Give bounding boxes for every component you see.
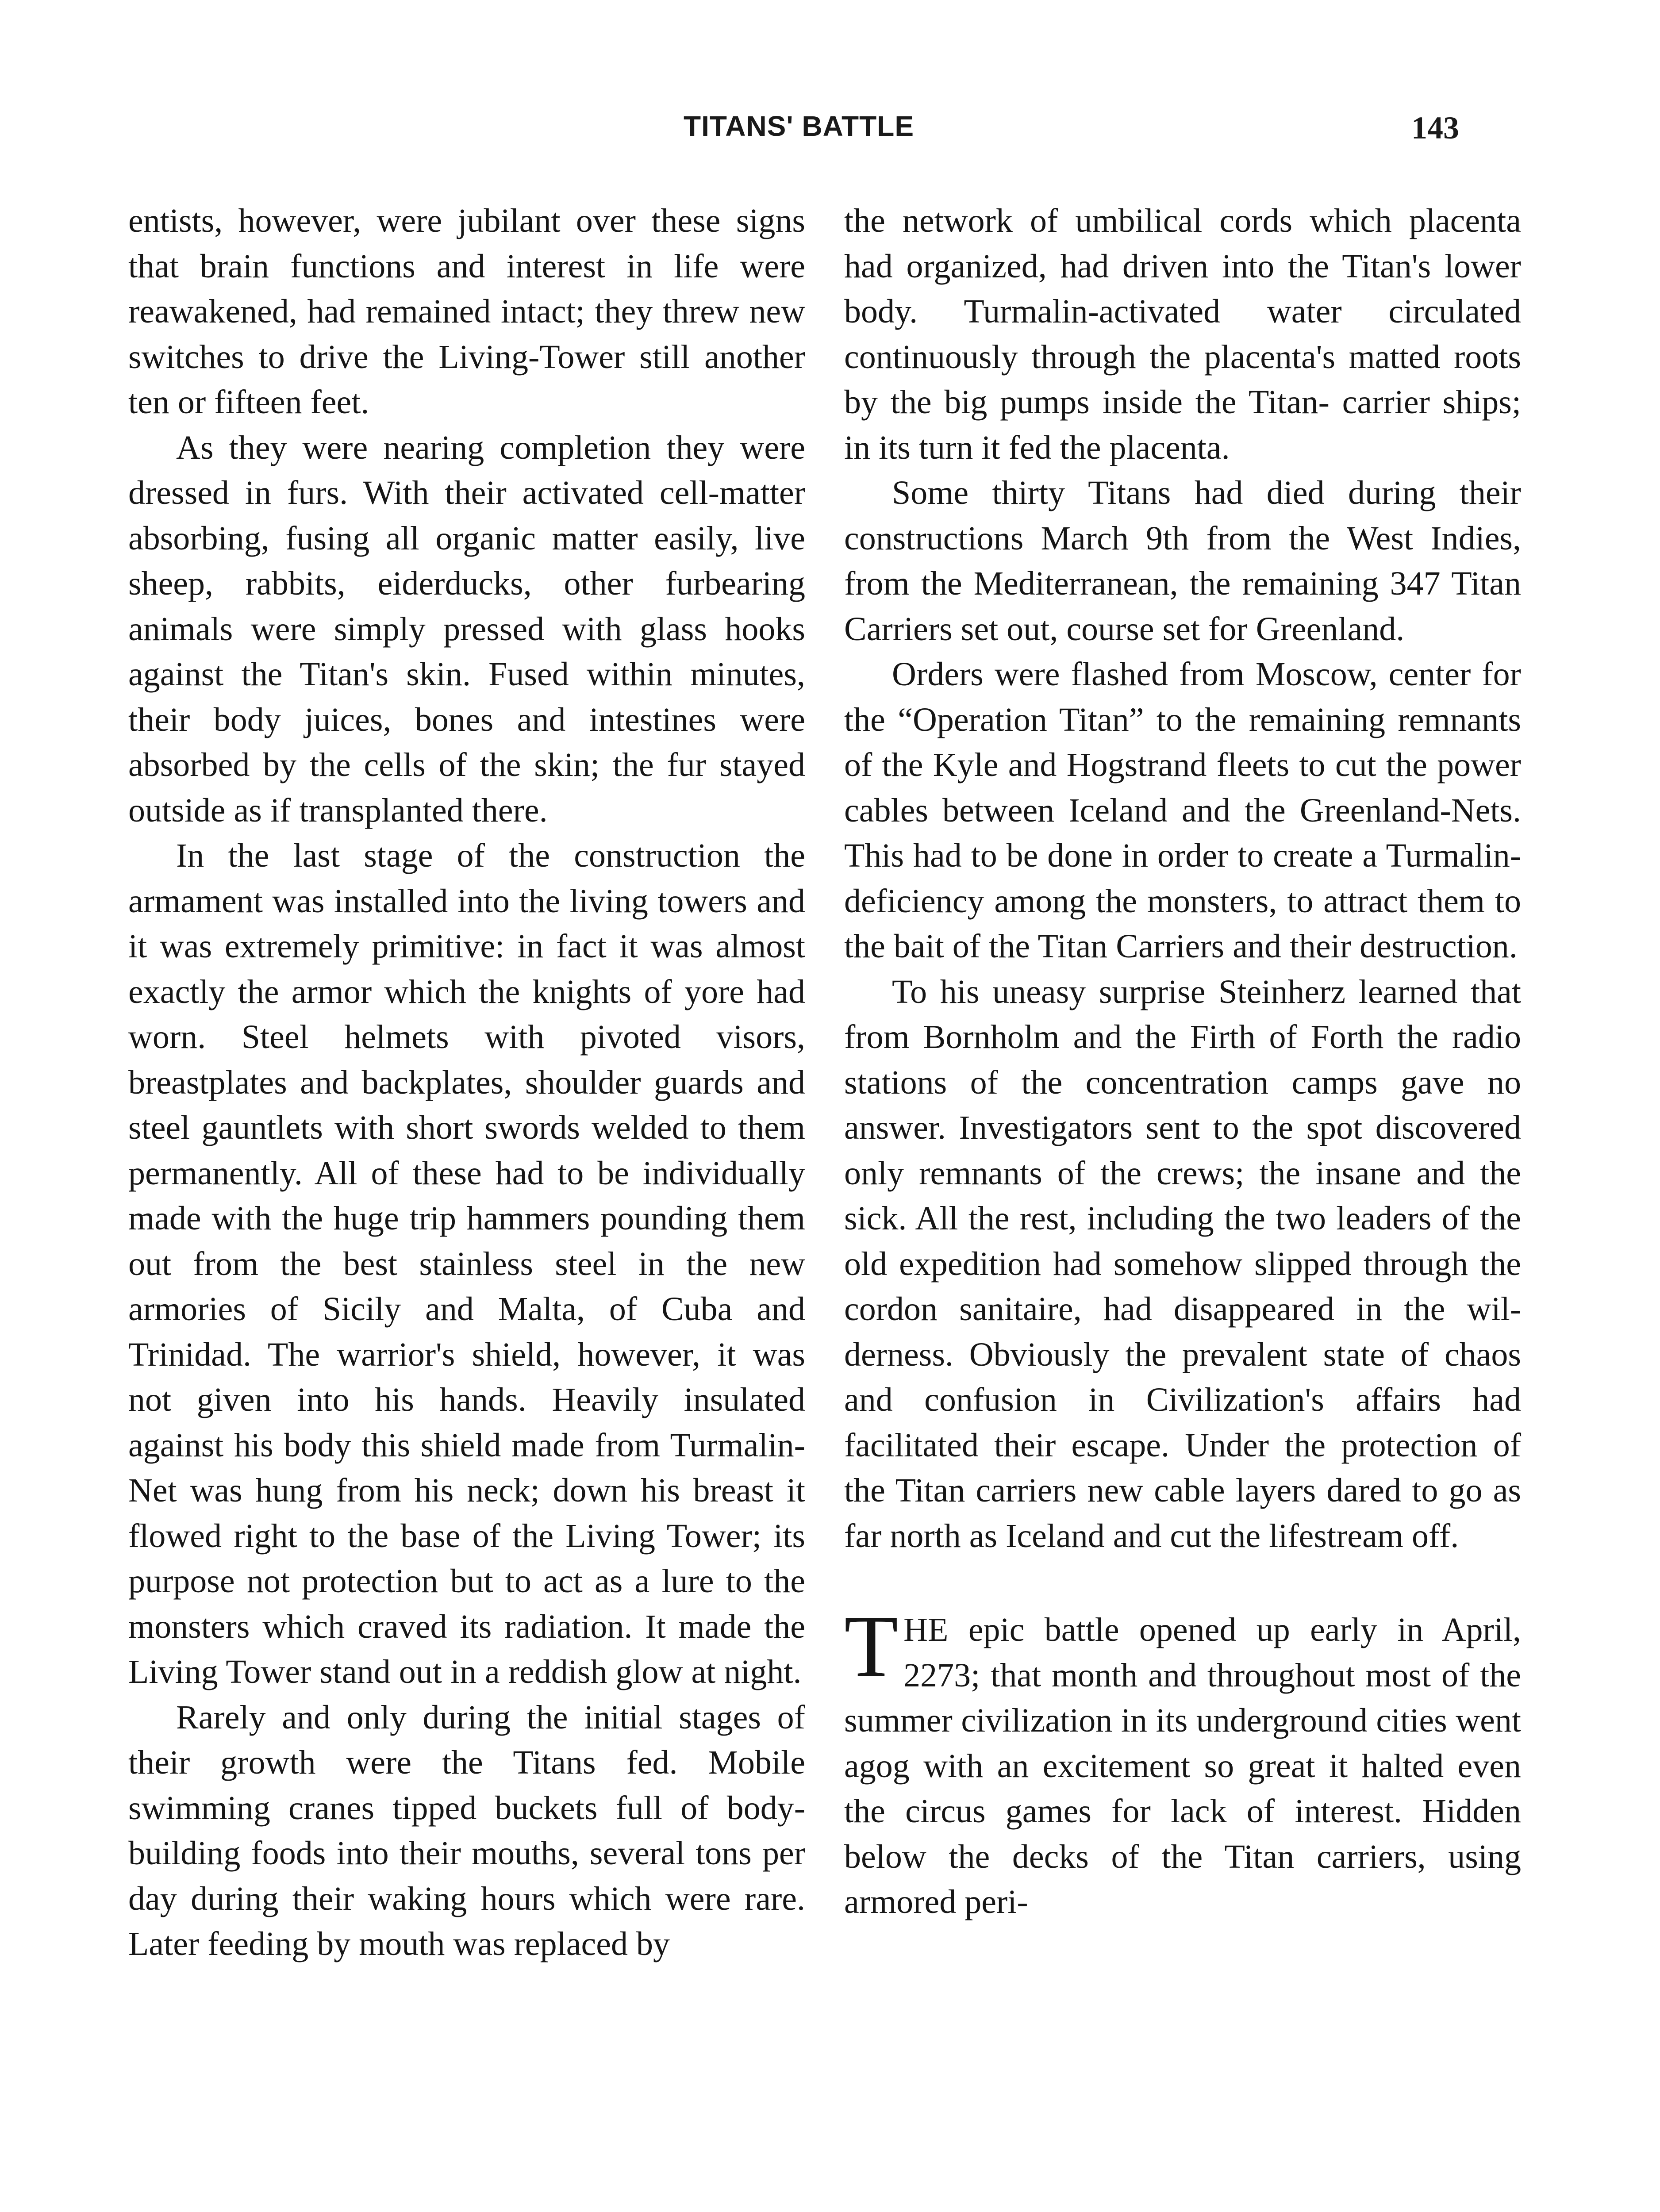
paragraph: the network of umbilical cords which placenta had organized, had driven into the Titan's lower body. Turmalin-activated water circulated continuously through the placenta's matted roots by the big pumps inside the Titan- carrier ships; in its turn it fed the placenta.	[844, 202, 1521, 466]
paragraph: As they were nearing completion they were dressed in furs. With their activated cell-matter absorbing, fusing all organic matter easily, live sheep, rabbits, eiderducks, other furbearing animals were simply pressed with glass hooks against the Titan's skin. Fused within minutes, their body juices, bones and intestines were absorbed by the cells of the skin; the fur stayed outside as if transplanted there.	[128, 429, 805, 829]
section-opening-text: HE epic battle opened up early in April, 2273; that month and throughout most of the summer civilization in its underground cities went agog with an excitement so great it halted even the circus games for lack of interest. Hidden below the decks of the Titan carriers, using armored peri-	[844, 1611, 1521, 1920]
page-header	[0, 110, 1660, 158]
paragraph: Some thirty Titans had died during their constructions March 9th from the West Indies, from the Mediterranean, the remaining 347 Titan Carriers set out, course set for Greenland.	[844, 474, 1521, 648]
running-title: TITANS' BATTLE	[684, 110, 914, 142]
left-column	[128, 198, 805, 1967]
paragraph: Rarely and only during the initial stages of their growth were the Titans fed. Mobile swimming cranes tipped buckets full of body-building foods into their mouths, several tons per day during their waking hours which were rare. Later feeding by mouth was replaced by	[128, 1698, 805, 1962]
paragraph: Orders were flashed from Moscow, center for the “Operation Titan” to the remaining remnants of the Kyle and Hogstrand fleets to cut the power cables between Iceland and the Greenland-Nets. This had to be done in order to create a Turmalin-deficiency among the monsters, to attract them to the bait of the Titan Carriers and their destruction.	[844, 656, 1521, 965]
paragraph: entists, however, were jubilant over these signs that brain functions and interest in life were reawakened, had remained intact; they threw new switches to drive the Living-Tower still another ten or fifteen feet.	[128, 202, 805, 421]
paragraph: In the last stage of the construction the armament was installed into the living towers and it was extremely primitive: in fact it was almost exactly the armor which the knights of yore had worn. Steel helmets with pivoted visors, breastplates and backplates, shoulder guards and steel gauntlets with short swords welded to them permanently. All of these had to be individually made with the huge trip hammers pounding them out from the best stainless steel in the new armories of Sicily and Malta, of Cuba and Trinidad. The warrior's shield, however, it was not given into his hands. Heavily insulated against his body this shield made from Turmalin-Net was hung from his neck; down his breast it flowed right to the base of the Living Tower; its purpose not protection but to act as a lure to the monsters which craved its radiation. It made the Living Tower stand out in a reddish glow at night.	[128, 837, 805, 1690]
page-number: 143	[1411, 110, 1459, 146]
paragraph: To his uneasy surprise Steinherz learned that from Bornholm and the Firth of Forth the radio stations of the concentration camps gave no answer. Investigators sent to the spot discovered only remnants of the crews; the insane and the sick. All the rest, including the two leaders of the old expedition had somehow slipped through the cordon sanitaire, had disappeared in the wilderness. Obviously the prevalent state of chaos and confusion in Civilization's affairs had facilitated their escape. Under the protection of the Titan carriers new cable layers dared to go as far north as Iceland and cut the lifestream off.	[844, 973, 1521, 1555]
drop-cap: T	[844, 1598, 899, 1695]
right-column	[844, 198, 1521, 1925]
section-break	[844, 1559, 1521, 1607]
section-opening-paragraph	[844, 1598, 1521, 1925]
